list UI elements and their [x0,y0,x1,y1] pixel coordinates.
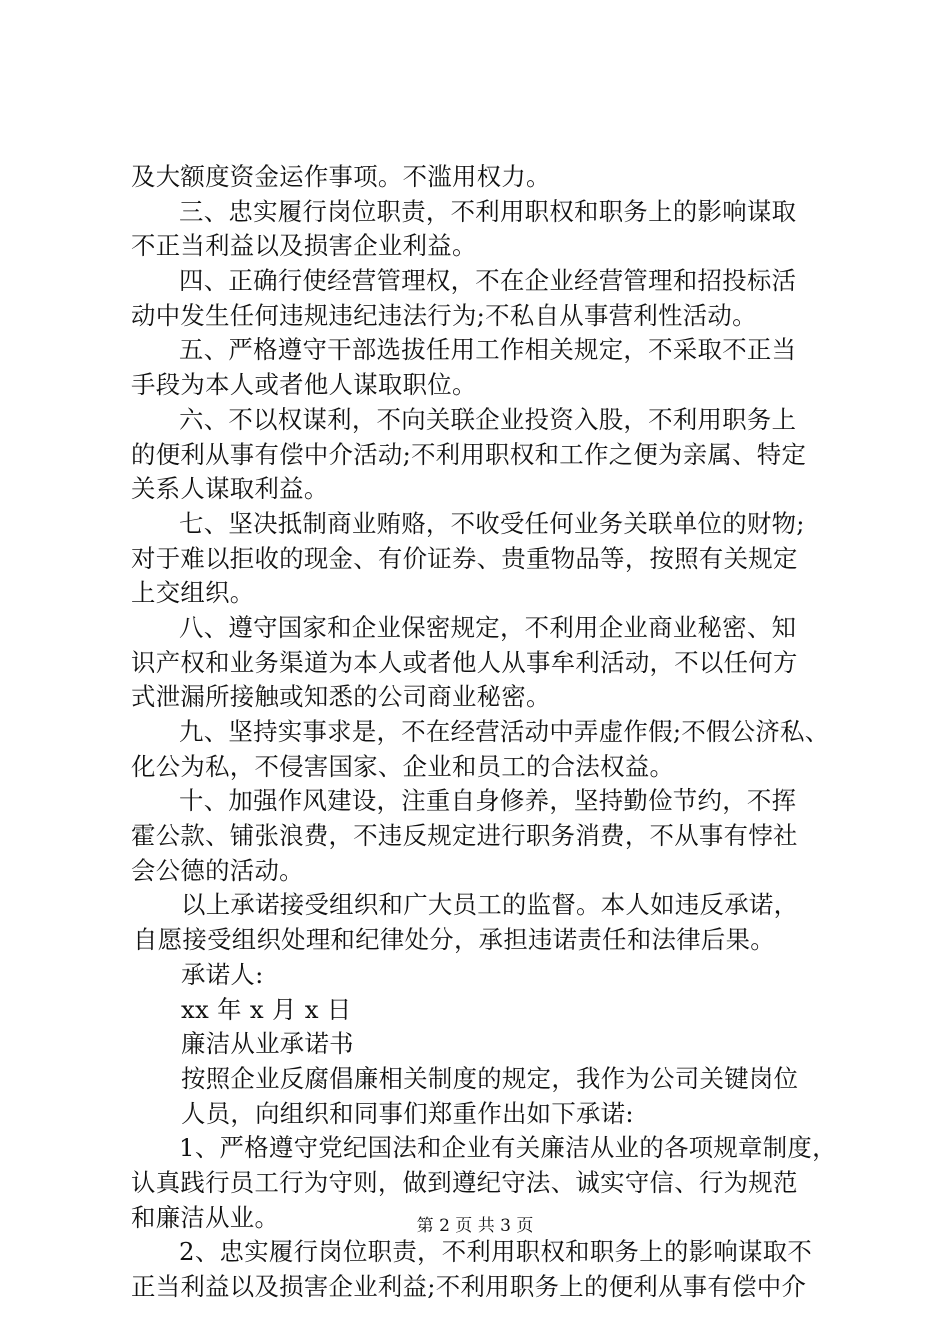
text-line: 及大额度资金运作事项。不滥用权力。 [131,162,551,191]
text-line: 关系人谋取利益。 [131,474,329,504]
text-line: 十、加强作风建设，注重自身修养，坚持勤俭节约，不挥 [179,786,797,816]
text-line: 的便利从事有偿中介活动;不利用职权和工作之便为亲属、特定 [131,439,807,469]
section-title: 廉洁从业承诺书 [181,1029,354,1059]
page-number-footer: 第 2 页 共 3 页 [416,1216,534,1236]
text-line: 对于难以拒收的现金、有价证券、贵重物品等，按照有关规定 [131,543,798,573]
text-line: 识产权和业务渠道为本人或者他人从事牟利活动，不以任何方 [131,647,798,677]
date-line: xx 年 x 月 x 日 [181,994,352,1024]
text-line: 按照企业反腐倡廉相关制度的规定，我作为公司关键岗位 [181,1063,799,1093]
text-line: 和廉洁从业。 [131,1202,280,1232]
text-line: 三、忠实履行岗位职责，不利用职权和职务上的影响谋取 [179,196,797,226]
text-line: 动中发生任何违规违纪违法行为;不私自从事营利性活动。 [131,300,757,330]
text-line: 不正当利益以及损害企业利益。 [131,231,477,261]
document-body [131,160,837,1305]
text-line: 四、正确行使经营管理权，不在企业经营管理和招投标活 [179,266,797,296]
text-line: 正当利益以及损害企业利益;不利用职务上的便利从事有偿中介 [131,1272,807,1301]
text-line: 八、遵守国家和企业保密规定，不利用企业商业秘密、知 [179,612,797,642]
text-line: 以上承诺接受组织和广大员工的监督。本人如违反承诺， [181,890,799,920]
text-line: 六、不以权谋利，不向关联企业投资入股，不利用职务上 [179,404,797,434]
text-line: 认真践行员工行为守则，做到遵纪守法、诚实守信、行为规范 [131,1167,798,1197]
text-line: 上交组织。 [131,578,255,608]
text-line: 化公为私，不侵害国家、企业和员工的合法权益。 [131,751,675,781]
signer-label: 承诺人: [181,959,264,989]
text-line: 五、严格遵守干部选拔任用工作相关规定，不采取不正当 [179,335,797,365]
text-line: 九、坚持实事求是，不在经营活动中弄虚作假;不假公济私、 [179,717,830,746]
text-line: 人员，向组织和同事们郑重作出如下承诺: [181,1098,634,1128]
text-line: 霍公款、铺张浪费，不违反规定进行职务消费，不从事有悖社 [131,821,798,851]
text-line: 自愿接受组织处理和纪律处分，承担违诺责任和法律后果。 [133,925,775,955]
text-line: 式泄漏所接触或知悉的公司商业秘密。 [131,682,551,712]
text-line: 2、忠实履行岗位职责，不利用职权和职务上的影响谋取不 [179,1237,813,1267]
text-line: 手段为本人或者他人谋取职位。 [131,370,477,400]
text-line: 七、坚决抵制商业贿赂，不收受任何业务关联单位的财物; [179,508,805,538]
text-line: 会公德的活动。 [131,855,304,885]
text-line: 1、严格遵守党纪国法和企业有关廉洁从业的各项规章制度， [179,1133,837,1163]
